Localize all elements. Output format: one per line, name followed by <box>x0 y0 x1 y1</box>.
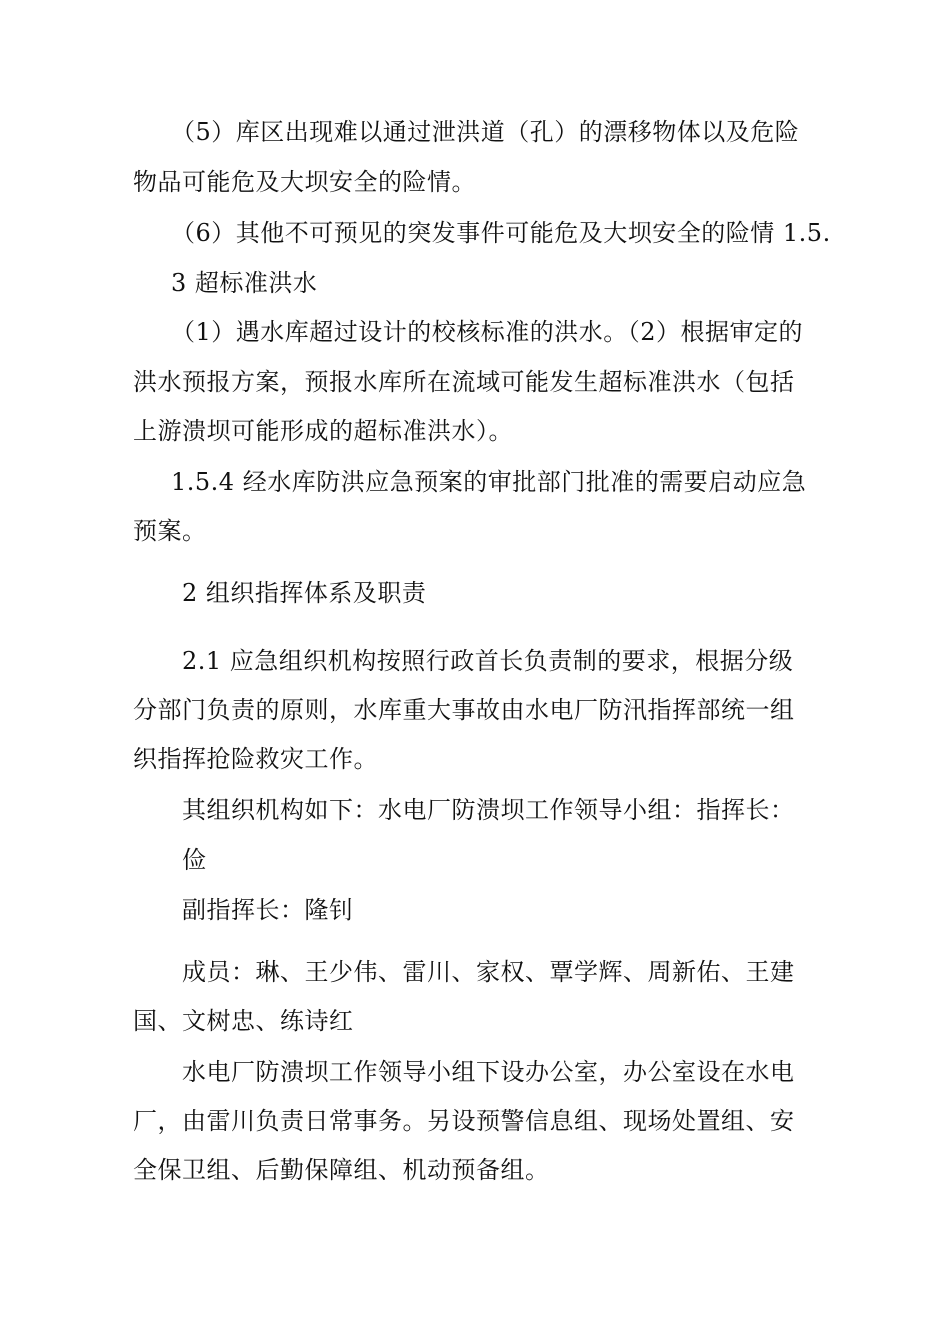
text-line: 预案。 <box>133 517 207 545</box>
text-line: 国、文树忠、练诗红 <box>133 1007 354 1035</box>
text-line: 3 超标准洪水 <box>171 269 318 297</box>
text-line: 成员：琳、王少伟、雷川、家权、覃学辉、周新佑、王建 <box>182 958 795 986</box>
text-line: （1）遇水库超过设计的校核标准的洪水。（2）根据审定的 <box>171 318 804 346</box>
text-line: 2.1 应急组织机构按照行政首长负责制的要求，根据分级 <box>182 647 794 675</box>
text-line: 厂，由雷川负责日常事务。另设预警信息组、现场处置组、安 <box>133 1107 795 1135</box>
text-line: 洪水预报方案，预报水库所在流域可能发生超标准洪水（包括 <box>133 368 795 396</box>
text-line: 织指挥抢险救灾工作。 <box>133 745 378 773</box>
text-line: （5）库区出现难以通过泄洪道（孔）的漂移物体以及危险 <box>171 118 800 146</box>
text-line: 水电厂防溃坝工作领导小组下设办公室，办公室设在水电 <box>182 1058 795 1086</box>
text-line: 其组织机构如下：水电厂防溃坝工作领导小组：指挥长： <box>182 796 795 824</box>
text-line: （6）其他不可预见的突发事件可能危及大坝安全的险情 1.5. <box>171 219 831 247</box>
text-line: 1.5.4 经水库防洪应急预案的审批部门批准的需要启动应急 <box>171 468 807 496</box>
text-line: 分部门负责的原则，水库重大事故由水电厂防汛指挥部统一组 <box>133 696 795 724</box>
section-heading: 2 组织指挥体系及职责 <box>182 579 427 607</box>
text-line: 全保卫组、后勤保障组、机动预备组。 <box>133 1156 550 1184</box>
text-line: 上游溃坝可能形成的超标准洪水）。 <box>133 417 513 445</box>
text-line: 俭 <box>182 846 207 874</box>
text-line: 副指挥长：隆钊 <box>182 896 354 924</box>
text-line: 物品可能危及大坝安全的险情。 <box>133 168 476 196</box>
